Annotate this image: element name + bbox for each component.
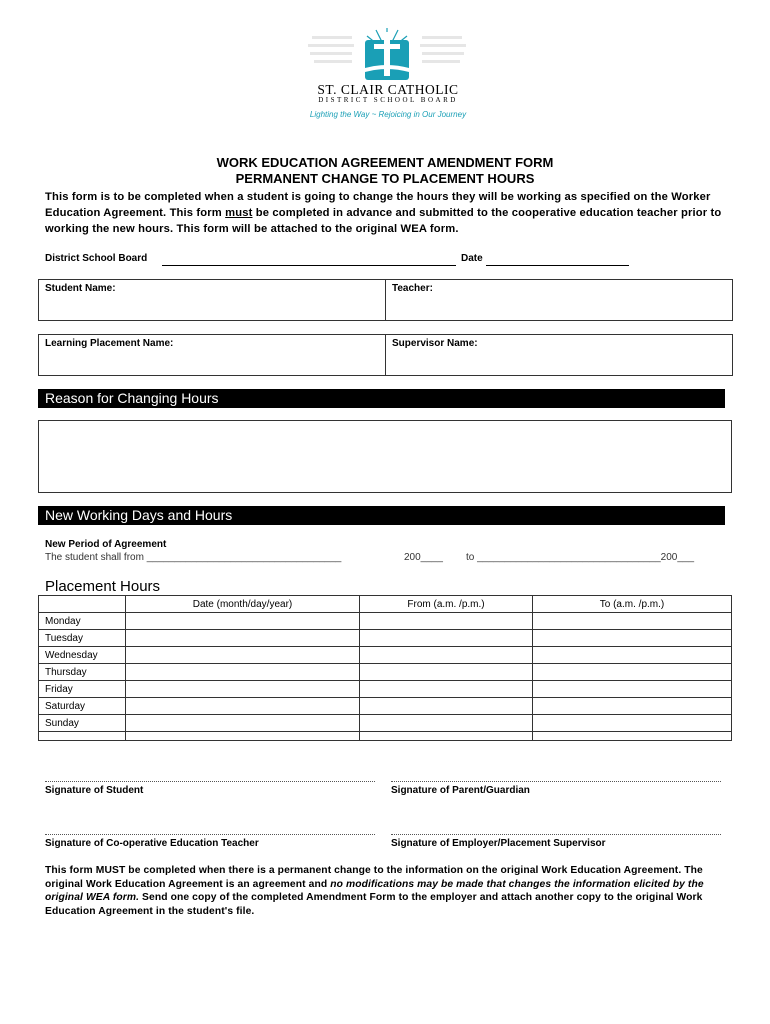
from-cell[interactable] bbox=[360, 664, 533, 681]
table-header-to: To (a.m. /p.m.) bbox=[533, 596, 732, 613]
to-cell[interactable] bbox=[533, 715, 732, 732]
table-row bbox=[39, 715, 732, 732]
district-board-field[interactable] bbox=[162, 254, 456, 266]
reason-textarea[interactable] bbox=[38, 420, 732, 493]
day-label: Tuesday bbox=[39, 630, 126, 647]
to-cell[interactable] bbox=[533, 681, 732, 698]
table-row bbox=[39, 681, 732, 698]
placement-hours-table bbox=[38, 595, 732, 741]
district-board-label: District School Board bbox=[45, 253, 148, 264]
to-cell[interactable] bbox=[533, 630, 732, 647]
day-label: Saturday bbox=[39, 698, 126, 715]
to-cell[interactable] bbox=[533, 647, 732, 664]
table-row-empty bbox=[39, 732, 732, 741]
table-row bbox=[39, 613, 732, 630]
table-header-from: From (a.m. /p.m.) bbox=[360, 596, 533, 613]
footer-italic: no modifications may be made that changes the information elicited by the original WEA form. bbox=[45, 878, 704, 903]
school-board-logo bbox=[300, 22, 475, 122]
logo-subname: DISTRICT SCHOOL BOARD bbox=[318, 96, 458, 104]
placement-hours-heading: Placement Hours bbox=[45, 578, 161, 595]
logo-name: ST. CLAIR CATHOLIC bbox=[317, 82, 459, 97]
date-cell[interactable] bbox=[126, 630, 360, 647]
intro-text-1: This form is to be completed when a student is going to change the hours they will be working as specified on the Worker Education Agreement. This form bbox=[45, 191, 711, 219]
parent-signature-line[interactable] bbox=[391, 780, 721, 782]
date-cell[interactable] bbox=[126, 715, 360, 732]
day-label: Wednesday bbox=[39, 647, 126, 664]
footer-paragraph bbox=[45, 864, 735, 918]
intro-must: must bbox=[225, 207, 253, 219]
placement-name-label: Learning Placement Name: bbox=[45, 338, 174, 349]
date-cell[interactable] bbox=[126, 732, 360, 741]
date-cell[interactable] bbox=[126, 698, 360, 715]
student-name-field[interactable] bbox=[38, 279, 386, 321]
date-cell[interactable] bbox=[126, 681, 360, 698]
table-header-row bbox=[39, 596, 732, 613]
new-hours-section-header: New Working Days and Hours bbox=[38, 506, 725, 525]
parent-signature-label: Signature of Parent/Guardian bbox=[391, 785, 530, 796]
from-cell[interactable] bbox=[360, 698, 533, 715]
day-cell[interactable] bbox=[39, 732, 126, 741]
day-label: Friday bbox=[39, 681, 126, 698]
to-cell[interactable] bbox=[533, 698, 732, 715]
table-header-day bbox=[39, 596, 126, 613]
day-label: Sunday bbox=[39, 715, 126, 732]
table-row bbox=[39, 698, 732, 715]
table-row bbox=[39, 647, 732, 664]
intro-text-2: be completed in advance and submitted to the cooperative education teacher prior to working the new hours. This form will be attached to the original WEA form. bbox=[45, 207, 722, 235]
day-label: Thursday bbox=[39, 664, 126, 681]
period-to-field[interactable]: to _________________________________200___ bbox=[466, 552, 695, 563]
date-cell[interactable] bbox=[126, 613, 360, 630]
logo-tagline: Lighting the Way ~ Rejoicing in Our Journey bbox=[309, 110, 467, 119]
date-cell[interactable] bbox=[126, 664, 360, 681]
period-heading: New Period of Agreement bbox=[45, 539, 167, 550]
intro-paragraph bbox=[45, 189, 730, 237]
student-name-label: Student Name: bbox=[45, 283, 116, 294]
from-cell[interactable] bbox=[360, 613, 533, 630]
employer-signature-line[interactable] bbox=[391, 833, 721, 835]
from-cell[interactable] bbox=[360, 647, 533, 664]
date-cell[interactable] bbox=[126, 647, 360, 664]
table-row bbox=[39, 664, 732, 681]
from-cell[interactable] bbox=[360, 681, 533, 698]
employer-signature-label: Signature of Employer/Placement Supervisor bbox=[391, 838, 606, 849]
supervisor-name-field[interactable] bbox=[385, 334, 733, 376]
to-cell[interactable] bbox=[533, 613, 732, 630]
table-row bbox=[39, 630, 732, 647]
student-signature-label: Signature of Student bbox=[45, 785, 144, 796]
date-label: Date bbox=[461, 253, 483, 264]
to-cell[interactable] bbox=[533, 664, 732, 681]
day-label: Monday bbox=[39, 613, 126, 630]
footer-text-2: Send one copy of the completed Amendment Form to the employer and attach another copy to the original Work Education Agreement in the student's file. bbox=[45, 892, 703, 917]
table-header-date: Date (month/day/year) bbox=[126, 596, 360, 613]
student-signature-line[interactable] bbox=[45, 780, 375, 782]
from-cell[interactable] bbox=[360, 715, 533, 732]
from-cell[interactable] bbox=[360, 732, 533, 741]
period-from-field[interactable]: The student shall from ___________________________________ bbox=[45, 552, 342, 563]
supervisor-name-label: Supervisor Name: bbox=[392, 338, 478, 349]
footer-text-1: This form MUST be completed when there is a permanent change to the information on the original Work Education Agreement. The original Work Education Agreement is an agreement and bbox=[45, 865, 703, 890]
placement-name-field[interactable] bbox=[38, 334, 386, 376]
form-title-line1: WORK EDUCATION AGREEMENT AMENDMENT FORM bbox=[216, 155, 554, 170]
form-title-line2: PERMANENT CHANGE TO PLACEMENT HOURS bbox=[235, 171, 535, 186]
to-cell[interactable] bbox=[533, 732, 732, 741]
reason-section-header: Reason for Changing Hours bbox=[38, 389, 725, 408]
date-field[interactable] bbox=[486, 254, 629, 266]
teacher-label: Teacher: bbox=[392, 283, 433, 294]
cross-book-logo-icon bbox=[300, 22, 475, 82]
from-cell[interactable] bbox=[360, 630, 533, 647]
period-year-field[interactable]: 200____ bbox=[404, 552, 443, 563]
teacher-field[interactable] bbox=[385, 279, 733, 321]
teacher-signature-label: Signature of Co-operative Education Teacher bbox=[45, 838, 259, 849]
teacher-signature-line[interactable] bbox=[45, 833, 375, 835]
